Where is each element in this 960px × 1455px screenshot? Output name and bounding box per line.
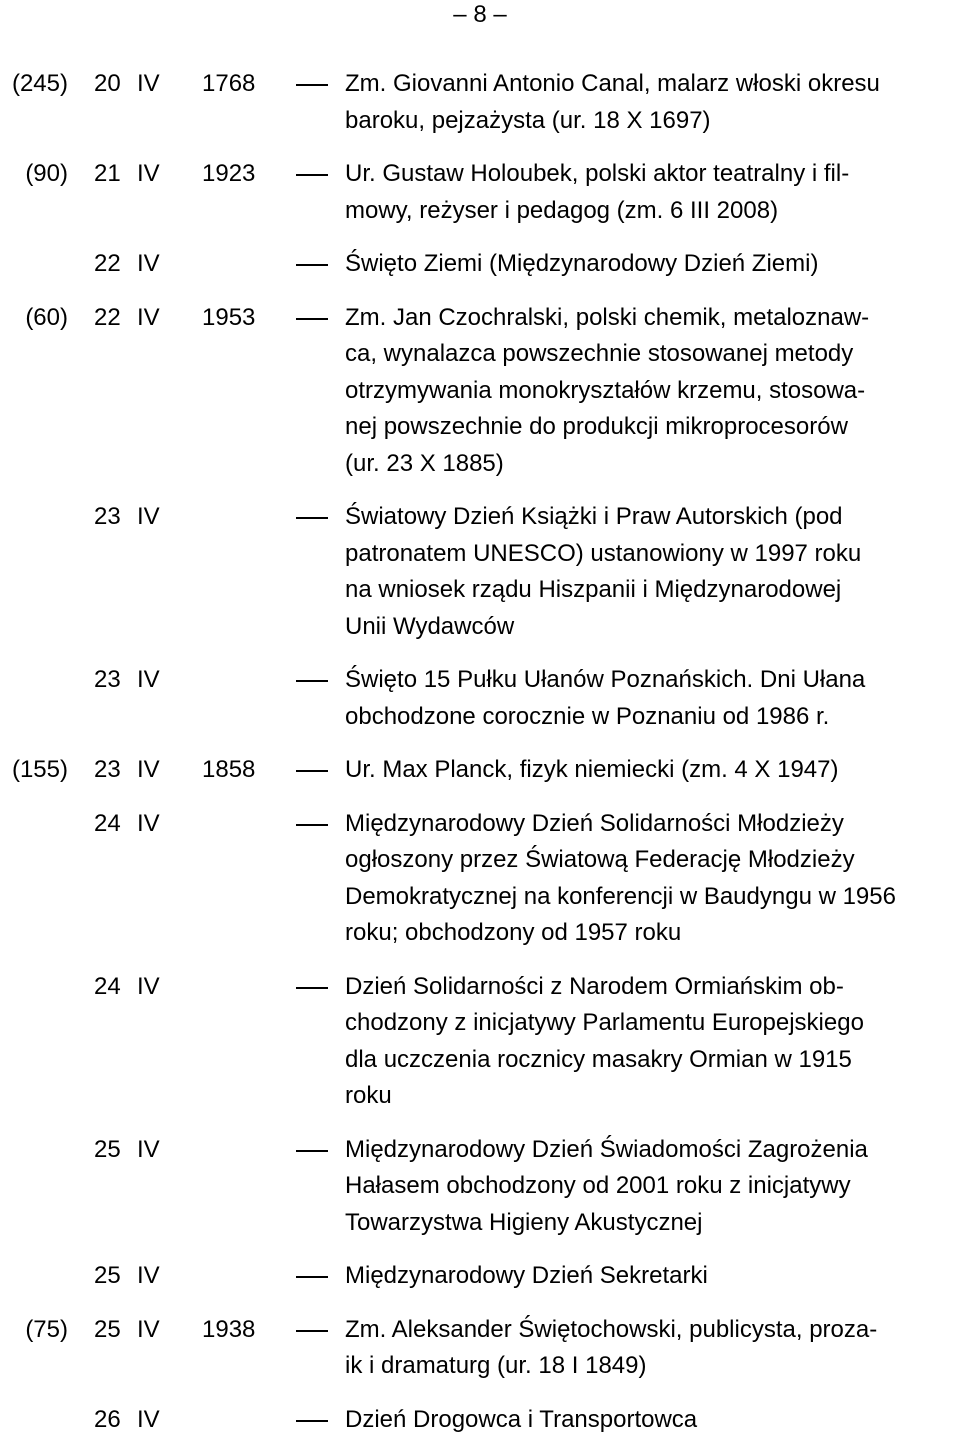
entry-text: Święto 15 Pułku Ułanów Poznańskich. Dni Ułana obchodzone corocznie w Poznaniu od 1986 r. (345, 666, 866, 730)
entry-anniversary: (155) (11, 756, 68, 783)
entry-month: IV (137, 666, 160, 693)
calendar-entries (0, 66, 960, 1455)
entry-month: IV (137, 1405, 160, 1433)
calendar-entry (0, 969, 960, 1115)
entry-month: IV (137, 250, 160, 277)
entry-dash (296, 1276, 328, 1278)
entry-dash (296, 680, 328, 682)
entry-text: Międzynarodowy Dzień Sekretarki (345, 1262, 708, 1289)
entry-dash (296, 987, 328, 989)
entry-dash (296, 1150, 328, 1152)
entry-day: 25 (94, 1135, 121, 1163)
entry-day: 24 (94, 809, 121, 837)
entry-text: Dzień Drogowca i Transportowca (345, 1405, 698, 1433)
entry-text: Ur. Max Planck, fizyk niemiecki (zm. 4 X 1947) (345, 756, 839, 783)
entry-anniversary: (60) (25, 303, 68, 331)
entry-month: IV (137, 503, 160, 530)
entry-anniversary: (75) (25, 1315, 68, 1343)
calendar-entry (0, 1258, 960, 1295)
entry-day: 24 (94, 972, 121, 1000)
entry-day: 22 (94, 250, 121, 277)
page-number: – 8 – (453, 1, 507, 28)
calendar-entry (0, 1312, 960, 1385)
entry-month: IV (137, 972, 160, 1000)
calendar-entry (0, 806, 960, 952)
entry-month: IV (137, 303, 160, 331)
calendar-entry (0, 156, 960, 229)
calendar-entry (0, 1132, 960, 1242)
entry-day: 22 (94, 303, 121, 331)
entry-anniversary: (90) (25, 160, 68, 187)
entry-month: IV (137, 160, 160, 187)
entry-day: 25 (94, 1262, 121, 1289)
entry-dash (296, 318, 328, 320)
entry-text: Światowy Dzień Książki i Praw Autorskich (pod patronatem UNESCO) ustanowiony w 1997 roku na wniosek rządu Hiszpanii i Międzynarodowej Unii Wydawców (345, 503, 862, 640)
entry-dash (296, 174, 328, 176)
entry-month: IV (137, 756, 160, 783)
entry-dash (296, 1420, 328, 1422)
entry-month: IV (137, 70, 160, 97)
entry-text: Międzynarodowy Dzień Solidarności Młodzieży ogłoszony przez Światową Federację Młodzieży Demokratycznej na konferencji w Baudyngu w 1956 roku; obchodzony od 1957 roku (345, 809, 896, 946)
entry-text: Międzynarodowy Dzień Świadomości Zagrożenia Hałasem obchodzony od 2001 roku z inicjatywy Towarzystwa Higieny Akustycznej (345, 1135, 868, 1236)
entry-year: 1953 (202, 303, 256, 331)
entry-day: 20 (94, 70, 121, 97)
entry-day: 23 (94, 756, 121, 783)
entry-dash (296, 517, 328, 519)
entry-dash (296, 264, 328, 266)
entry-text: Ur. Gustaw Holoubek, polski aktor teatralny i fil- mowy, reżyser i pedagog (zm. 6 III 2008) (345, 160, 850, 224)
entry-month: IV (137, 1135, 160, 1163)
entry-year: 1923 (202, 160, 256, 187)
entry-day: 26 (94, 1405, 121, 1433)
calendar-entry (0, 300, 960, 483)
entry-text: Zm. Aleksander Świętochowski, publicysta, proza- ik i dramaturg (ur. 18 I 1849) (345, 1315, 878, 1379)
calendar-entry (0, 1402, 960, 1439)
calendar-entry (0, 662, 960, 735)
entry-text: Zm. Giovanni Antonio Canal, malarz włoski okresu baroku, pejzażysta (ur. 18 X 1697) (345, 70, 880, 134)
entry-text: Zm. Jan Czochralski, polski chemik, metaloznaw- ca, wynalazca powszechnie stosowanej metody otrzymywania monokryształów krzemu, stosowa- nej powszechnie do produkcji mikroprocesorów (ur. 23 X 1885) (345, 303, 870, 477)
entry-text: Dzień Solidarności z Narodem Ormiańskim ob- chodzony z inicjatywy Parlamentu Europejskiego dla uczczenia rocznicy masakry Ormian w 1915 roku (345, 972, 864, 1109)
entry-year: 1938 (202, 1315, 256, 1343)
calendar-entry (0, 66, 960, 139)
entry-day: 23 (94, 666, 121, 693)
entry-anniversary: (245) (11, 70, 68, 97)
entry-month: IV (137, 1315, 160, 1343)
entry-day: 21 (94, 160, 121, 187)
entry-month: IV (137, 1262, 160, 1289)
entry-day: 23 (94, 503, 121, 530)
calendar-entry (0, 752, 960, 789)
entry-dash (296, 824, 328, 826)
entry-month: IV (137, 809, 160, 837)
calendar-entry (0, 499, 960, 645)
entry-year: 1858 (202, 756, 256, 783)
entry-dash (296, 84, 328, 86)
entry-text: Święto Ziemi (Międzynarodowy Dzień Ziemi) (345, 250, 819, 277)
entry-dash (296, 1330, 328, 1332)
entry-dash (296, 770, 328, 772)
entry-year: 1768 (202, 70, 256, 97)
calendar-entry (0, 246, 960, 283)
entry-day: 25 (94, 1315, 121, 1343)
